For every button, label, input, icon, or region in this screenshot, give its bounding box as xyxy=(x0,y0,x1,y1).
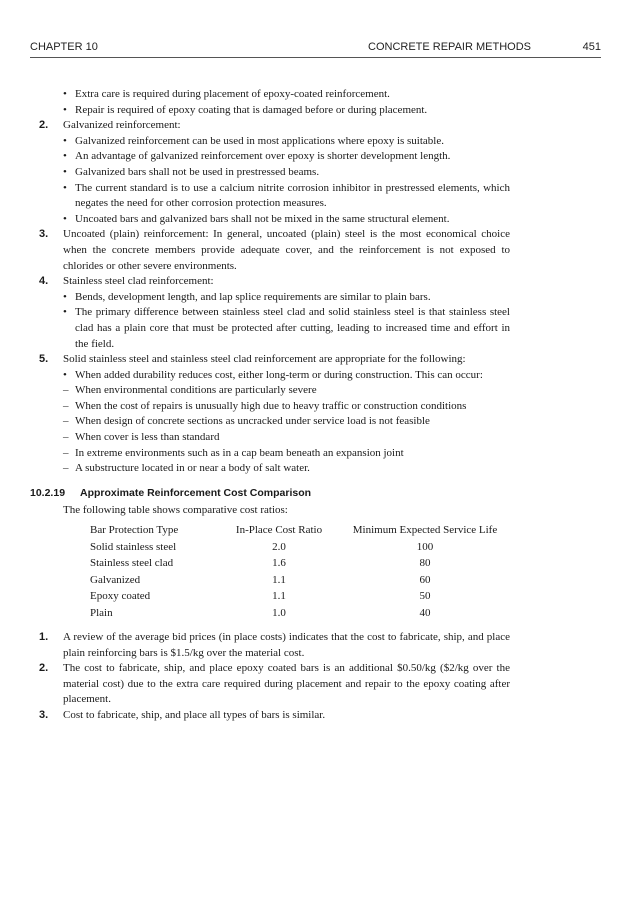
section-heading xyxy=(30,486,641,502)
table-row xyxy=(90,572,510,589)
table-cell: 60 xyxy=(419,573,431,586)
list-item: • Extra care is required during placement of epoxy-coated reinforcement. xyxy=(75,87,510,103)
table-cell: 1.6 xyxy=(272,557,286,570)
item-number: 2. xyxy=(39,119,49,132)
sub-list-item: – When design of concrete sections as uncracked under service load is not feasible xyxy=(75,414,510,430)
item-number: 3. xyxy=(39,708,49,721)
item-text: Solid stainless steel and stainless steel clad reinforcement are appropriate for the following: xyxy=(63,353,466,366)
table-cell: 80 xyxy=(419,557,431,570)
table-cell: Stainless steel clad xyxy=(90,557,174,570)
table-cell: 100 xyxy=(416,540,434,553)
item-text: Stainless steel clad reinforcement: xyxy=(63,275,214,288)
section-running-title: CONCRETE REPAIR METHODS xyxy=(368,41,531,53)
note-item-1 xyxy=(39,630,510,661)
table-cell: Epoxy coated xyxy=(90,590,151,603)
sub-list-item: – When environmental conditions are particularly severe xyxy=(75,383,510,399)
list-item: • Galvanized reinforcement can be used in most applications where epoxy is suitable. xyxy=(75,134,510,150)
table-row xyxy=(90,556,510,573)
item-text: Cost to fabricate, ship, and place all types of bars is similar. xyxy=(63,708,326,721)
item-text: The cost to fabricate, ship, and place epoxy coated bars is an additional $0.50/kg ($2/kg over the material cost) due to the extra care required during placement and repair to the epoxy coating after placement. xyxy=(63,662,510,706)
list-item: • Galvanized bars shall not be used in prestressed beams. xyxy=(75,165,510,181)
section-number: 10.2.19 xyxy=(30,486,66,499)
page-body xyxy=(0,87,641,724)
column-header: Bar Protection Type xyxy=(90,523,179,536)
column-header: Minimum Expected Service Life xyxy=(352,523,498,536)
item-number: 5. xyxy=(39,353,49,366)
sub-list-item: – A substructure located in or near a body of salt water. xyxy=(75,461,510,477)
chapter-label: CHAPTER 10 xyxy=(30,41,98,53)
sub-list-item: – When the cost of repairs is unusually high due to heavy traffic or construction conditions xyxy=(75,399,510,415)
table-row xyxy=(90,539,510,556)
numbered-item-4 xyxy=(39,274,510,290)
numbered-item-2 xyxy=(39,118,510,134)
table-header-row xyxy=(90,522,510,539)
item-number: 2. xyxy=(39,662,49,675)
table-cell: Solid stainless steel xyxy=(90,540,177,553)
numbered-item-3 xyxy=(39,227,510,274)
section-title: Approximate Reinforcement Cost Comparison xyxy=(80,486,312,499)
table-cell: 1.0 xyxy=(272,606,286,619)
item-number: 1. xyxy=(39,631,49,643)
table-cell: Galvanized xyxy=(90,573,141,586)
list-item: • Uncoated bars and galvanized bars shall not be mixed in the same structural element. xyxy=(75,212,510,228)
list-item: • The primary difference between stainless steel clad and solid stainless steel is that stainless steel clad has a plain core that must be protected after cutting, leading to increased time and effort in the field. xyxy=(75,305,510,352)
section-intro: The following table shows comparative cost ratios: xyxy=(63,504,288,517)
page-number: 451 xyxy=(582,41,601,53)
list-item: • The current standard is to use a calcium nitrite corrosion inhibitor in prestressed elements, which negates the need for other corrosion protection measures. xyxy=(75,181,510,212)
table-cell: 50 xyxy=(419,590,431,603)
list-item: • When added durability reduces cost, either long-term or during construction. This can occur: xyxy=(75,368,510,384)
item-number: 4. xyxy=(39,275,49,288)
item-text: A review of the average bid prices (in place costs) indicates that the cost to fabricate, ship, and place plain reinforcing bars is $1.5/kg over the material cost. xyxy=(63,631,510,659)
table-cell: Plain xyxy=(90,606,113,619)
table-row xyxy=(90,605,510,622)
running-header xyxy=(30,41,601,58)
item-number: 3. xyxy=(39,228,49,241)
item-text: Uncoated (plain) reinforcement: In general, uncoated (plain) steel is the most economical choice when the concrete members provide adequate cover, and the reinforcement is not exposed to chlorides or other severe environments. xyxy=(63,228,510,272)
table-cell: 1.1 xyxy=(272,573,286,586)
table-cell: 40 xyxy=(419,606,431,619)
list-item: • An advantage of galvanized reinforcement over epoxy is shorter development length. xyxy=(75,149,510,165)
item-text: Galvanized reinforcement: xyxy=(63,119,181,132)
sub-list-item: – When cover is less than standard xyxy=(75,430,510,446)
cost-comparison-table xyxy=(90,522,510,622)
sub-list-item: – In extreme environments such as in a cap beam beneath an expansion joint xyxy=(75,446,510,462)
table-row xyxy=(90,589,510,606)
column-header: In-Place Cost Ratio xyxy=(235,523,323,536)
note-item-3 xyxy=(39,708,510,724)
table-cell: 1.1 xyxy=(272,590,286,603)
list-item: • Repair is required of epoxy coating that is damaged before or during placement. xyxy=(75,103,510,119)
list-item: • Bends, development length, and lap splice requirements are similar to plain bars. xyxy=(75,290,510,306)
numbered-item-5 xyxy=(39,352,510,368)
table-cell: 2.0 xyxy=(272,540,286,553)
note-item-2 xyxy=(39,661,510,708)
